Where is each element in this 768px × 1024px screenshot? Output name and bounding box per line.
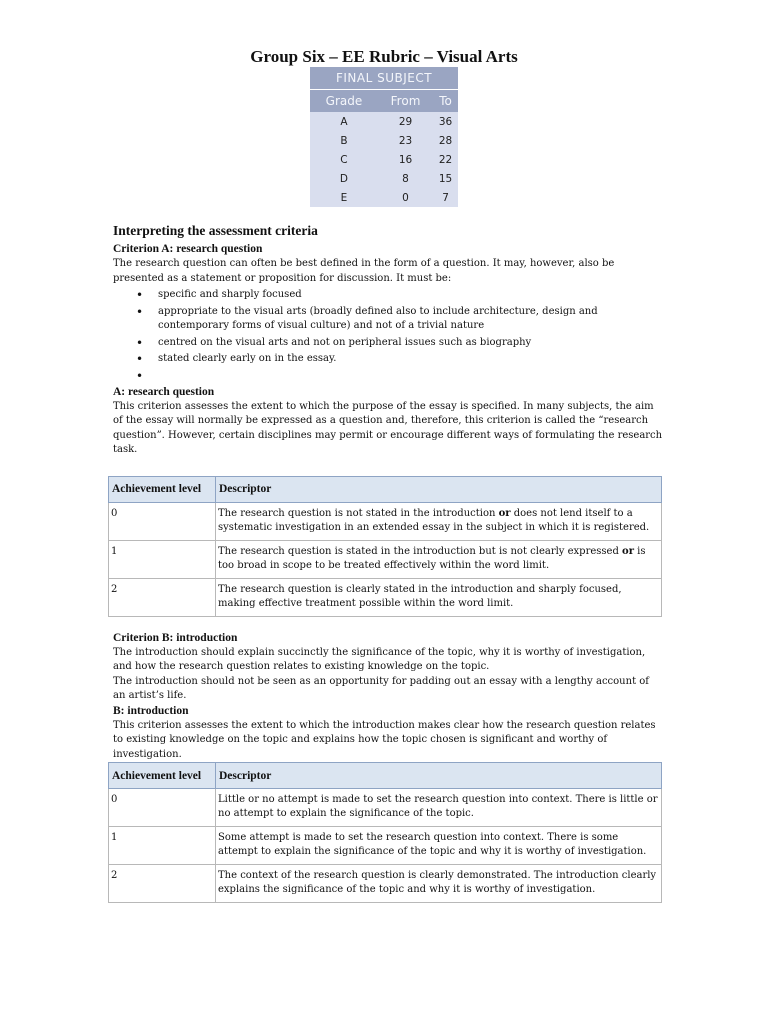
table-row — [109, 789, 662, 827]
criterion-b-description: This criterion assesses the extent to which the introduction makes clear how the research question relates to existing knowledge on the topic and explains how the topic chosen is significant and worthy of investigation. — [113, 719, 656, 760]
list-item: • stated clearly early on in the essay. — [158, 352, 663, 367]
achievement-level-cell: 0 — [109, 789, 216, 827]
grade-table-caption: FINAL SUBJECT — [310, 67, 458, 90]
to-cell: 28 — [433, 131, 458, 150]
descriptor-cell: The research question is stated in the introduction but is not clearly expressed or is too broad in scope to be treated effectively within the word limit. — [216, 540, 662, 578]
criterion-b-paragraph-2: The introduction should not be seen as an opportunity for padding out an essay with a lengthy account of an artist’s life. — [113, 675, 649, 701]
criterion-a-requirements-list — [113, 288, 663, 383]
grade-row — [310, 188, 458, 207]
table-row — [109, 578, 662, 616]
list-item: • centred on the visual arts and not on peripheral issues such as biography — [158, 336, 663, 351]
document-title: Group Six – EE Rubric – Visual Arts — [250, 47, 518, 66]
criterion-a-heading: Criterion A: research question — [113, 243, 263, 255]
achievement-level-cell: 2 — [109, 578, 216, 616]
descriptor-cell: The research question is clearly stated in the introduction and sharply focused, making effective treatment possible within the word limit. — [216, 578, 662, 616]
achievement-level-cell: 2 — [109, 865, 216, 903]
list-item: • specific and sharply focused — [158, 288, 663, 303]
to-cell: 22 — [433, 150, 458, 169]
descriptor-cell: Some attempt is made to set the research question into context. There is some attempt to explain the significance of the topic and why it is worthy of investigation. — [216, 827, 662, 865]
descriptor-header: Descriptor — [216, 763, 662, 789]
grade-cell: B — [310, 131, 378, 150]
achievement-level-header: Achievement level — [109, 763, 216, 789]
criterion-b-heading: Criterion B: introduction — [113, 631, 238, 644]
grade-row — [310, 150, 458, 169]
from-cell: 16 — [378, 150, 433, 169]
table-row — [109, 827, 662, 865]
criterion-a-rubric-table — [108, 476, 662, 617]
grade-boundaries-table — [310, 67, 458, 207]
grade-column-header: Grade — [310, 90, 378, 113]
grade-cell: E — [310, 188, 378, 207]
descriptor-cell: The research question is not stated in the introduction or does not lend itself to a systematic investigation in an extended essay in the subject in which it is registered. — [216, 502, 662, 540]
achievement-level-cell: 0 — [109, 502, 216, 540]
grade-cell: A — [310, 112, 378, 131]
criterion-a-description: This criterion assesses the extent to which the purpose of the essay is specified. In many subjects, the aim of the essay will normally be expressed as a question and, therefore, this criterion is called the “research question”. However, certain disciplines may permit or encourage different ways of formulating the research task. — [113, 400, 663, 455]
table-row — [109, 865, 662, 903]
criterion-a-intro: The research question can often be best defined in the form of a question. It may, however, also be presented as a statement or proposition for discussion. It must be: — [113, 258, 615, 284]
descriptor-header: Descriptor — [216, 476, 662, 502]
descriptor-cell: The context of the research question is clearly demonstrated. The introduction clearly explains the significance of the topic and why it is worthy of investigation. — [216, 865, 662, 903]
criterion-b-paragraph-1: The introduction should explain succinctly the significance of the topic, why it is worthy of investigation, and how the research question relates to existing knowledge on the topic. — [113, 646, 646, 672]
criterion-b-subheading: B: introduction — [113, 704, 189, 717]
criterion-b-rubric-table — [108, 762, 662, 903]
table-row — [109, 540, 662, 578]
grade-row — [310, 112, 458, 131]
grade-cell: C — [310, 150, 378, 169]
grade-row — [310, 131, 458, 150]
from-cell: 8 — [378, 169, 433, 188]
list-item-empty — [158, 369, 663, 383]
descriptor-cell: Little or no attempt is made to set the research question into context. There is little or no attempt to explain the significance of the topic. — [216, 789, 662, 827]
from-cell: 29 — [378, 112, 433, 131]
from-cell: 23 — [378, 131, 433, 150]
from-column-header: From — [378, 90, 433, 113]
achievement-level-cell: 1 — [109, 540, 216, 578]
achievement-level-header: Achievement level — [109, 476, 216, 502]
grade-cell: D — [310, 169, 378, 188]
to-cell: 7 — [433, 188, 458, 207]
criterion-a-subheading: A: research question — [113, 385, 215, 398]
list-item: • appropriate to the visual arts (broadly defined also to include architecture, design and contemporary forms of visual culture) and not of a trivial nature — [158, 305, 663, 334]
achievement-level-cell: 1 — [109, 827, 216, 865]
grade-row — [310, 169, 458, 188]
to-cell: 36 — [433, 112, 458, 131]
table-row — [109, 502, 662, 540]
document-body — [113, 222, 663, 903]
to-column-header: To — [433, 90, 458, 113]
to-cell: 15 — [433, 169, 458, 188]
section-heading: Interpreting the assessment criteria — [113, 223, 318, 238]
from-cell: 0 — [378, 188, 433, 207]
